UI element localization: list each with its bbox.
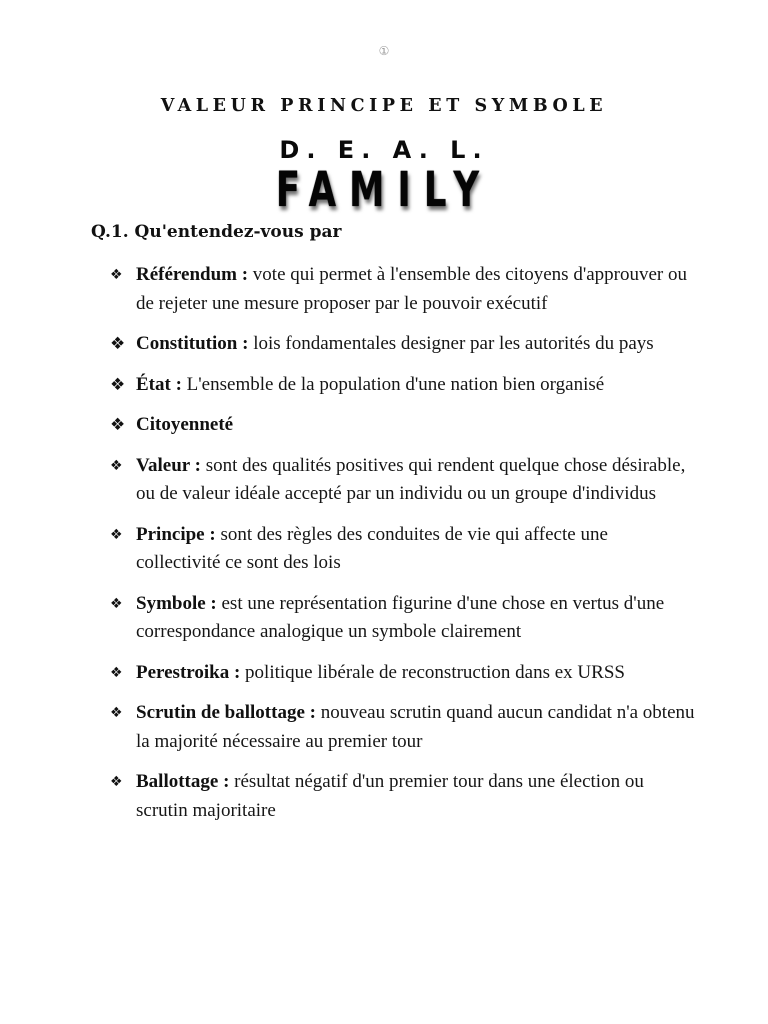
diamond-bullet-icon: ❖ [110, 595, 123, 612]
definition-term: Perestroika : [136, 661, 241, 683]
logo-deal-text: D. E. A. L. [279, 136, 489, 164]
definition-item-scrutin-de-ballottage [110, 699, 695, 756]
definition-term: Symbole : [136, 592, 217, 614]
definition-text: nouveau scrutin quand aucun candidat n'a obtenu la majorité nécessaire au premier tour [136, 702, 695, 752]
definition-text: est une représentation figurine d'une chose en vertus d'une correspondance analogique un symbole clairement [136, 592, 665, 642]
definition-item-citoyennete [110, 411, 695, 440]
diamond-bullet-icon: ❖ [110, 664, 123, 681]
definition-item-ballottage [110, 768, 695, 825]
definition-item-principe [110, 521, 695, 578]
definition-term: Principe : [136, 523, 216, 545]
definition-term: Scrutin de ballottage : [136, 702, 316, 723]
definition-term: Référendum : [136, 264, 249, 285]
definition-text: sont des qualités positives qui rendent quelque chose désirable, ou de valeur idéale accepté par un individu ou un groupe d'individus [136, 454, 686, 504]
definition-item-perestroika [110, 659, 695, 688]
definition-term: Constitution : [136, 333, 249, 354]
definition-item-valeur [110, 452, 695, 509]
question-heading: Q.1. Qu'entendez-vous par [91, 222, 342, 242]
page-number-marker: ① [378, 44, 390, 58]
definition-text: résultat négatif d'un premier tour dans une élection ou scrutin majoritaire [136, 771, 644, 821]
definition-term: Valeur : [136, 454, 201, 476]
diamond-bullet-icon: ❖ [110, 334, 126, 354]
diamond-bullet-icon: ❖ [110, 705, 123, 721]
definition-term: État : [136, 373, 182, 395]
diamond-bullet-icon: ❖ [110, 415, 126, 435]
definition-list [110, 261, 695, 837]
logo-family-text: FAMILY [275, 162, 493, 218]
definition-text: vote qui permet à l'ensemble des citoyens d'approuver ou de rejeter une mesure proposer par le pouvoir exécutif [136, 264, 688, 314]
diamond-bullet-icon: ❖ [110, 267, 123, 283]
definition-item-referendum [110, 261, 695, 318]
definition-term: Citoyenneté [136, 414, 234, 435]
definition-item-constitution [110, 330, 695, 359]
definition-text: lois fondamentales designer par les autorités du pays [248, 333, 654, 354]
diamond-bullet-icon: ❖ [110, 374, 126, 395]
definition-item-etat [110, 371, 695, 400]
definition-text: sont des règles des conduites de vie qui affecte une collectivité ce sont des lois [136, 523, 608, 573]
definition-item-symbole [110, 590, 695, 647]
definition-text: politique libérale de reconstruction dans ex URSS [240, 661, 625, 683]
diamond-bullet-icon: ❖ [110, 774, 123, 790]
definition-term: Ballottage : [136, 771, 230, 792]
diamond-bullet-icon: ❖ [110, 457, 123, 474]
definition-text: L'ensemble de la population d'une nation bien organisé [181, 373, 605, 395]
document-title: VALEUR PRINCIPE ET SYMBOLE [160, 96, 608, 116]
diamond-bullet-icon: ❖ [110, 526, 123, 543]
